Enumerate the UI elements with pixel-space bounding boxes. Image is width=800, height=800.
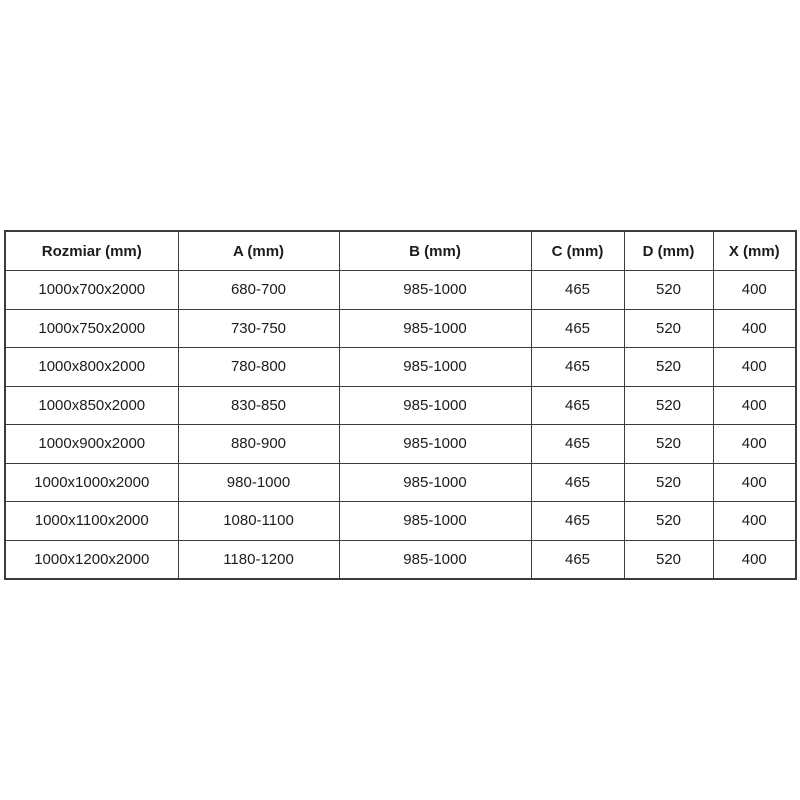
table-cell-rozmiar: 1000x900x2000 (5, 425, 178, 464)
table-cell-x: 400 (713, 425, 796, 464)
table-cell-a: 780-800 (178, 348, 339, 387)
column-header-c: C (mm) (531, 231, 624, 271)
header-row (5, 231, 796, 271)
size-spec-table (4, 230, 797, 580)
table-cell-b: 985-1000 (339, 386, 531, 425)
table-row (5, 386, 796, 425)
table-cell-a: 1080-1100 (178, 502, 339, 541)
table-cell-b: 985-1000 (339, 271, 531, 310)
table-row (5, 271, 796, 310)
table-header (5, 231, 796, 271)
table-cell-c: 465 (531, 502, 624, 541)
table-cell-d: 520 (624, 348, 713, 387)
table-cell-x: 400 (713, 463, 796, 502)
table-row (5, 540, 796, 579)
table-cell-rozmiar: 1000x1000x2000 (5, 463, 178, 502)
table-cell-c: 465 (531, 348, 624, 387)
column-header-a: A (mm) (178, 231, 339, 271)
table-row (5, 502, 796, 541)
table-cell-b: 985-1000 (339, 348, 531, 387)
table-cell-b: 985-1000 (339, 309, 531, 348)
table-cell-d: 520 (624, 540, 713, 579)
table-cell-d: 520 (624, 386, 713, 425)
table-cell-c: 465 (531, 271, 624, 310)
table-row (5, 425, 796, 464)
table-cell-b: 985-1000 (339, 502, 531, 541)
table-cell-rozmiar: 1000x1200x2000 (5, 540, 178, 579)
table-cell-c: 465 (531, 540, 624, 579)
table-cell-c: 465 (531, 386, 624, 425)
column-header-rozmiar: Rozmiar (mm) (5, 231, 178, 271)
table-cell-a: 830-850 (178, 386, 339, 425)
table-row (5, 348, 796, 387)
table-cell-d: 520 (624, 463, 713, 502)
table-cell-b: 985-1000 (339, 463, 531, 502)
table-row (5, 309, 796, 348)
table-cell-a: 980-1000 (178, 463, 339, 502)
table-row (5, 463, 796, 502)
column-header-d: D (mm) (624, 231, 713, 271)
table-cell-a: 1180-1200 (178, 540, 339, 579)
table-cell-x: 400 (713, 540, 796, 579)
table-cell-d: 520 (624, 502, 713, 541)
table-cell-b: 985-1000 (339, 425, 531, 464)
table-cell-d: 520 (624, 309, 713, 348)
table-cell-rozmiar: 1000x1100x2000 (5, 502, 178, 541)
table-cell-d: 520 (624, 425, 713, 464)
table-cell-rozmiar: 1000x800x2000 (5, 348, 178, 387)
table-cell-x: 400 (713, 386, 796, 425)
table-cell-c: 465 (531, 309, 624, 348)
table-cell-x: 400 (713, 271, 796, 310)
table-body (5, 271, 796, 580)
table-cell-rozmiar: 1000x850x2000 (5, 386, 178, 425)
column-header-x: X (mm) (713, 231, 796, 271)
table-cell-a: 730-750 (178, 309, 339, 348)
column-header-b: B (mm) (339, 231, 531, 271)
table-cell-c: 465 (531, 463, 624, 502)
table-cell-x: 400 (713, 348, 796, 387)
table-cell-b: 985-1000 (339, 540, 531, 579)
table-cell-rozmiar: 1000x750x2000 (5, 309, 178, 348)
table-cell-x: 400 (713, 502, 796, 541)
table-cell-a: 680-700 (178, 271, 339, 310)
table-cell-d: 520 (624, 271, 713, 310)
table-cell-rozmiar: 1000x700x2000 (5, 271, 178, 310)
table-cell-c: 465 (531, 425, 624, 464)
table-cell-a: 880-900 (178, 425, 339, 464)
table-cell-x: 400 (713, 309, 796, 348)
